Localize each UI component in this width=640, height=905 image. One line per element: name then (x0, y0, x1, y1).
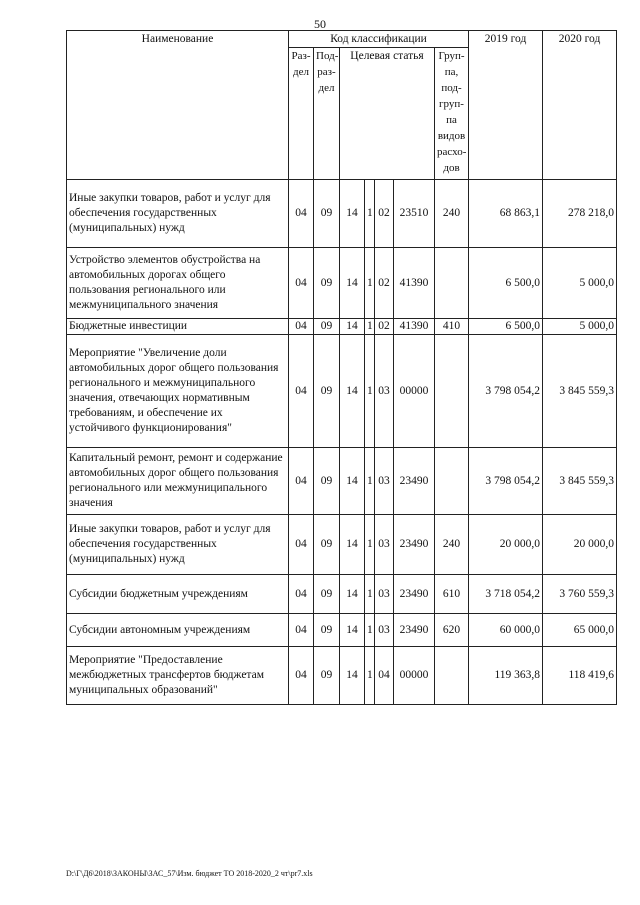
row-expense-group: 240 (435, 515, 469, 575)
row-target-2: 1 (365, 248, 375, 319)
row-subsection: 09 (314, 248, 340, 319)
row-value-2020: 3 845 559,3 (543, 448, 617, 515)
row-value-2020: 5 000,0 (543, 319, 617, 335)
row-target-2: 1 (365, 515, 375, 575)
row-expense-group: 620 (435, 614, 469, 647)
table-row (67, 448, 617, 515)
row-target-4: 23490 (394, 448, 435, 515)
header-subsection: Под-раз-дел (314, 48, 340, 180)
header-expense-group: Груп-па, под-груп-па видов расхо-дов (435, 48, 469, 180)
row-target-4: 00000 (394, 647, 435, 705)
row-section: 04 (289, 448, 314, 515)
row-name: Иные закупки товаров, работ и услуг для обеспечения государственных (муниципальных) нужд (67, 180, 289, 248)
row-value-2019: 6 500,0 (469, 248, 543, 319)
table-row (67, 647, 617, 705)
row-target-3: 03 (375, 575, 394, 614)
row-subsection: 09 (314, 647, 340, 705)
row-section: 04 (289, 614, 314, 647)
row-value-2020: 118 419,6 (543, 647, 617, 705)
row-subsection: 09 (314, 515, 340, 575)
row-target-4: 41390 (394, 248, 435, 319)
row-target-4: 23510 (394, 180, 435, 248)
row-subsection: 09 (314, 319, 340, 335)
row-value-2019: 60 000,0 (469, 614, 543, 647)
row-target-2: 1 (365, 335, 375, 448)
row-target-3: 03 (375, 515, 394, 575)
row-name: Устройство элементов обустройства на автомобильных дорогах общего пользования регионального или межмуниципального значения (67, 248, 289, 319)
budget-table (66, 30, 617, 705)
row-target-2: 1 (365, 647, 375, 705)
row-target-1: 14 (340, 647, 365, 705)
table-row (67, 614, 617, 647)
row-target-2: 1 (365, 448, 375, 515)
row-name: Мероприятие "Увеличение доли автомобильных дорог общего пользования регионального и межмуниципального значения, отвечающих нормативным требованиям, и обеспечение их устойчивого функционирования" (67, 335, 289, 448)
header-classification: Код классификации (289, 31, 469, 48)
row-name: Иные закупки товаров, работ и услуг для обеспечения государственных (муниципальных) нужд (67, 515, 289, 575)
page-number: 50 (314, 17, 326, 31)
row-target-3: 03 (375, 335, 394, 448)
row-name: Бюджетные инвестиции (67, 319, 289, 335)
row-target-2: 1 (365, 575, 375, 614)
row-name: Субсидии бюджетным учреждениям (67, 575, 289, 614)
row-subsection: 09 (314, 614, 340, 647)
row-target-3: 03 (375, 614, 394, 647)
table-row (67, 515, 617, 575)
header-target-article: Целевая статья (340, 48, 435, 180)
row-value-2019: 6 500,0 (469, 319, 543, 335)
row-expense-group: 610 (435, 575, 469, 614)
row-target-1: 14 (340, 180, 365, 248)
row-section: 04 (289, 575, 314, 614)
row-expense-group: 240 (435, 180, 469, 248)
row-target-1: 14 (340, 515, 365, 575)
row-value-2019: 3 798 054,2 (469, 448, 543, 515)
row-expense-group (435, 335, 469, 448)
table-body (67, 180, 617, 705)
file-path: D:\Г\Д6\2018\ЗАКОНЫ\ЗАС_57\Изм. бюджет ТО 2018-2020_2 чт\pr7.xls (66, 869, 313, 878)
row-target-3: 02 (375, 248, 394, 319)
row-target-1: 14 (340, 448, 365, 515)
header-section: Раз-дел (289, 48, 314, 180)
row-subsection: 09 (314, 575, 340, 614)
row-expense-group (435, 248, 469, 319)
row-target-4: 23490 (394, 575, 435, 614)
header-name: Наименование (67, 31, 289, 180)
header-year-2019: 2019 год (469, 31, 543, 180)
row-value-2020: 65 000,0 (543, 614, 617, 647)
row-expense-group (435, 448, 469, 515)
row-target-3: 03 (375, 448, 394, 515)
row-target-1: 14 (340, 319, 365, 335)
row-target-3: 02 (375, 319, 394, 335)
row-name: Субсидии автономным учреждениям (67, 614, 289, 647)
row-target-1: 14 (340, 575, 365, 614)
row-value-2019: 20 000,0 (469, 515, 543, 575)
row-section: 04 (289, 335, 314, 448)
row-target-3: 04 (375, 647, 394, 705)
row-value-2020: 278 218,0 (543, 180, 617, 248)
row-target-4: 23490 (394, 515, 435, 575)
row-target-1: 14 (340, 614, 365, 647)
table-row (67, 335, 617, 448)
row-value-2020: 20 000,0 (543, 515, 617, 575)
row-subsection: 09 (314, 335, 340, 448)
table-row (67, 319, 617, 335)
row-target-3: 02 (375, 180, 394, 248)
row-value-2019: 68 863,1 (469, 180, 543, 248)
row-expense-group (435, 647, 469, 705)
row-name: Мероприятие "Предоставление межбюджетных трансфертов бюджетам муниципальных образований" (67, 647, 289, 705)
row-target-4: 23490 (394, 614, 435, 647)
row-value-2019: 3 798 054,2 (469, 335, 543, 448)
table-row (67, 575, 617, 614)
row-subsection: 09 (314, 180, 340, 248)
row-expense-group: 410 (435, 319, 469, 335)
row-section: 04 (289, 180, 314, 248)
row-target-1: 14 (340, 335, 365, 448)
row-target-4: 00000 (394, 335, 435, 448)
table-row (67, 248, 617, 319)
row-section: 04 (289, 248, 314, 319)
table-row (67, 180, 617, 248)
row-target-2: 1 (365, 614, 375, 647)
row-value-2020: 3 845 559,3 (543, 335, 617, 448)
row-subsection: 09 (314, 448, 340, 515)
row-value-2019: 119 363,8 (469, 647, 543, 705)
row-name: Капитальный ремонт, ремонт и содержание автомобильных дорог общего пользования регионального или межмуниципального значения (67, 448, 289, 515)
row-section: 04 (289, 647, 314, 705)
row-value-2019: 3 718 054,2 (469, 575, 543, 614)
row-value-2020: 3 760 559,3 (543, 575, 617, 614)
row-value-2020: 5 000,0 (543, 248, 617, 319)
row-section: 04 (289, 515, 314, 575)
header-year-2020: 2020 год (543, 31, 617, 180)
row-target-1: 14 (340, 248, 365, 319)
row-target-2: 1 (365, 180, 375, 248)
row-section: 04 (289, 319, 314, 335)
row-target-2: 1 (365, 319, 375, 335)
row-target-4: 41390 (394, 319, 435, 335)
